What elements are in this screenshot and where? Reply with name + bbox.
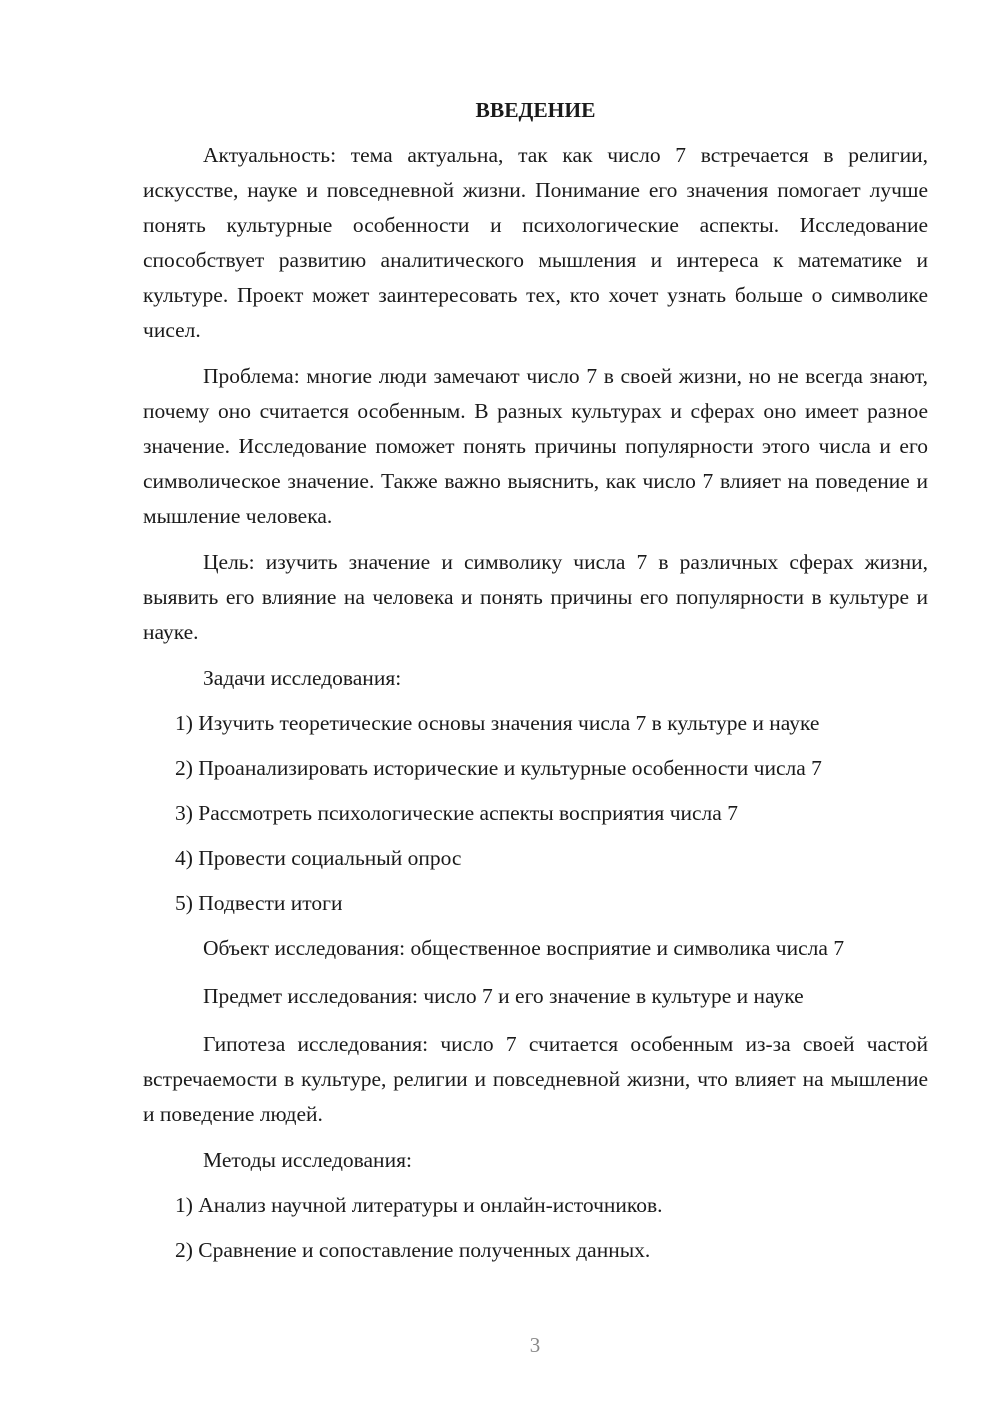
paragraph-goal: Цель: изучить значение и символику числа 7 в различных сферах жизни, выявить его влияние на человека и понять причины его популярности в культуре и науке. — [143, 550, 928, 644]
task-item-5: 5) Подвести итоги — [175, 891, 343, 915]
paragraph-subject: Предмет исследования: число 7 и его значение в культуре и науке — [203, 984, 804, 1008]
task-item-3: 3) Рассмотреть психологические аспекты восприятия числа 7 — [175, 801, 738, 825]
page-number: 3 — [529, 1333, 541, 1357]
method-item-1: 1) Анализ научной литературы и онлайн-источников. — [175, 1193, 663, 1217]
paragraph-hypothesis: Гипотеза исследования: число 7 считается особенным из-за своей частой встречаемости в культуре, религии и повседневной жизни, что влияет на мышление и поведение людей. — [143, 1032, 928, 1126]
paragraph-relevance: Актуальность: тема актуальна, так как число 7 встречается в религии, искусстве, науке и повседневной жизни. Понимание его значения помогает лучше понять культурные особенности и психологические аспекты. Исследование способствует развитию аналитического мышления и интереса к математике и культуре. Проект может заинтересовать тех, кто хочет узнать больше о символике чисел. — [143, 143, 928, 342]
paragraph-problem: Проблема: многие люди замечают число 7 в своей жизни, но не всегда знают, почему оно считается особенным. В разных культурах и сферах оно имеет разное значение. Исследование поможет понять причины популярности этого числа и его символическое значение. Также важно выяснить, как число 7 влияет на поведение и мышление человека. — [143, 364, 928, 528]
task-item-1: 1) Изучить теоретические основы значения числа 7 в культуре и науке — [175, 711, 820, 735]
methods-label: Методы исследования: — [203, 1148, 412, 1172]
paragraph-object: Объект исследования: общественное восприятие и символика числа 7 — [203, 936, 845, 960]
section-title: ВВЕДЕНИЕ — [475, 98, 596, 122]
task-item-4: 4) Провести социальный опрос — [175, 846, 462, 870]
document-page — [143, 94, 928, 1278]
method-item-2: 2) Сравнение и сопоставление полученных данных. — [175, 1238, 651, 1262]
tasks-label: Задачи исследования: — [203, 666, 402, 690]
task-item-2: 2) Проанализировать исторические и культурные особенности числа 7 — [175, 756, 822, 780]
